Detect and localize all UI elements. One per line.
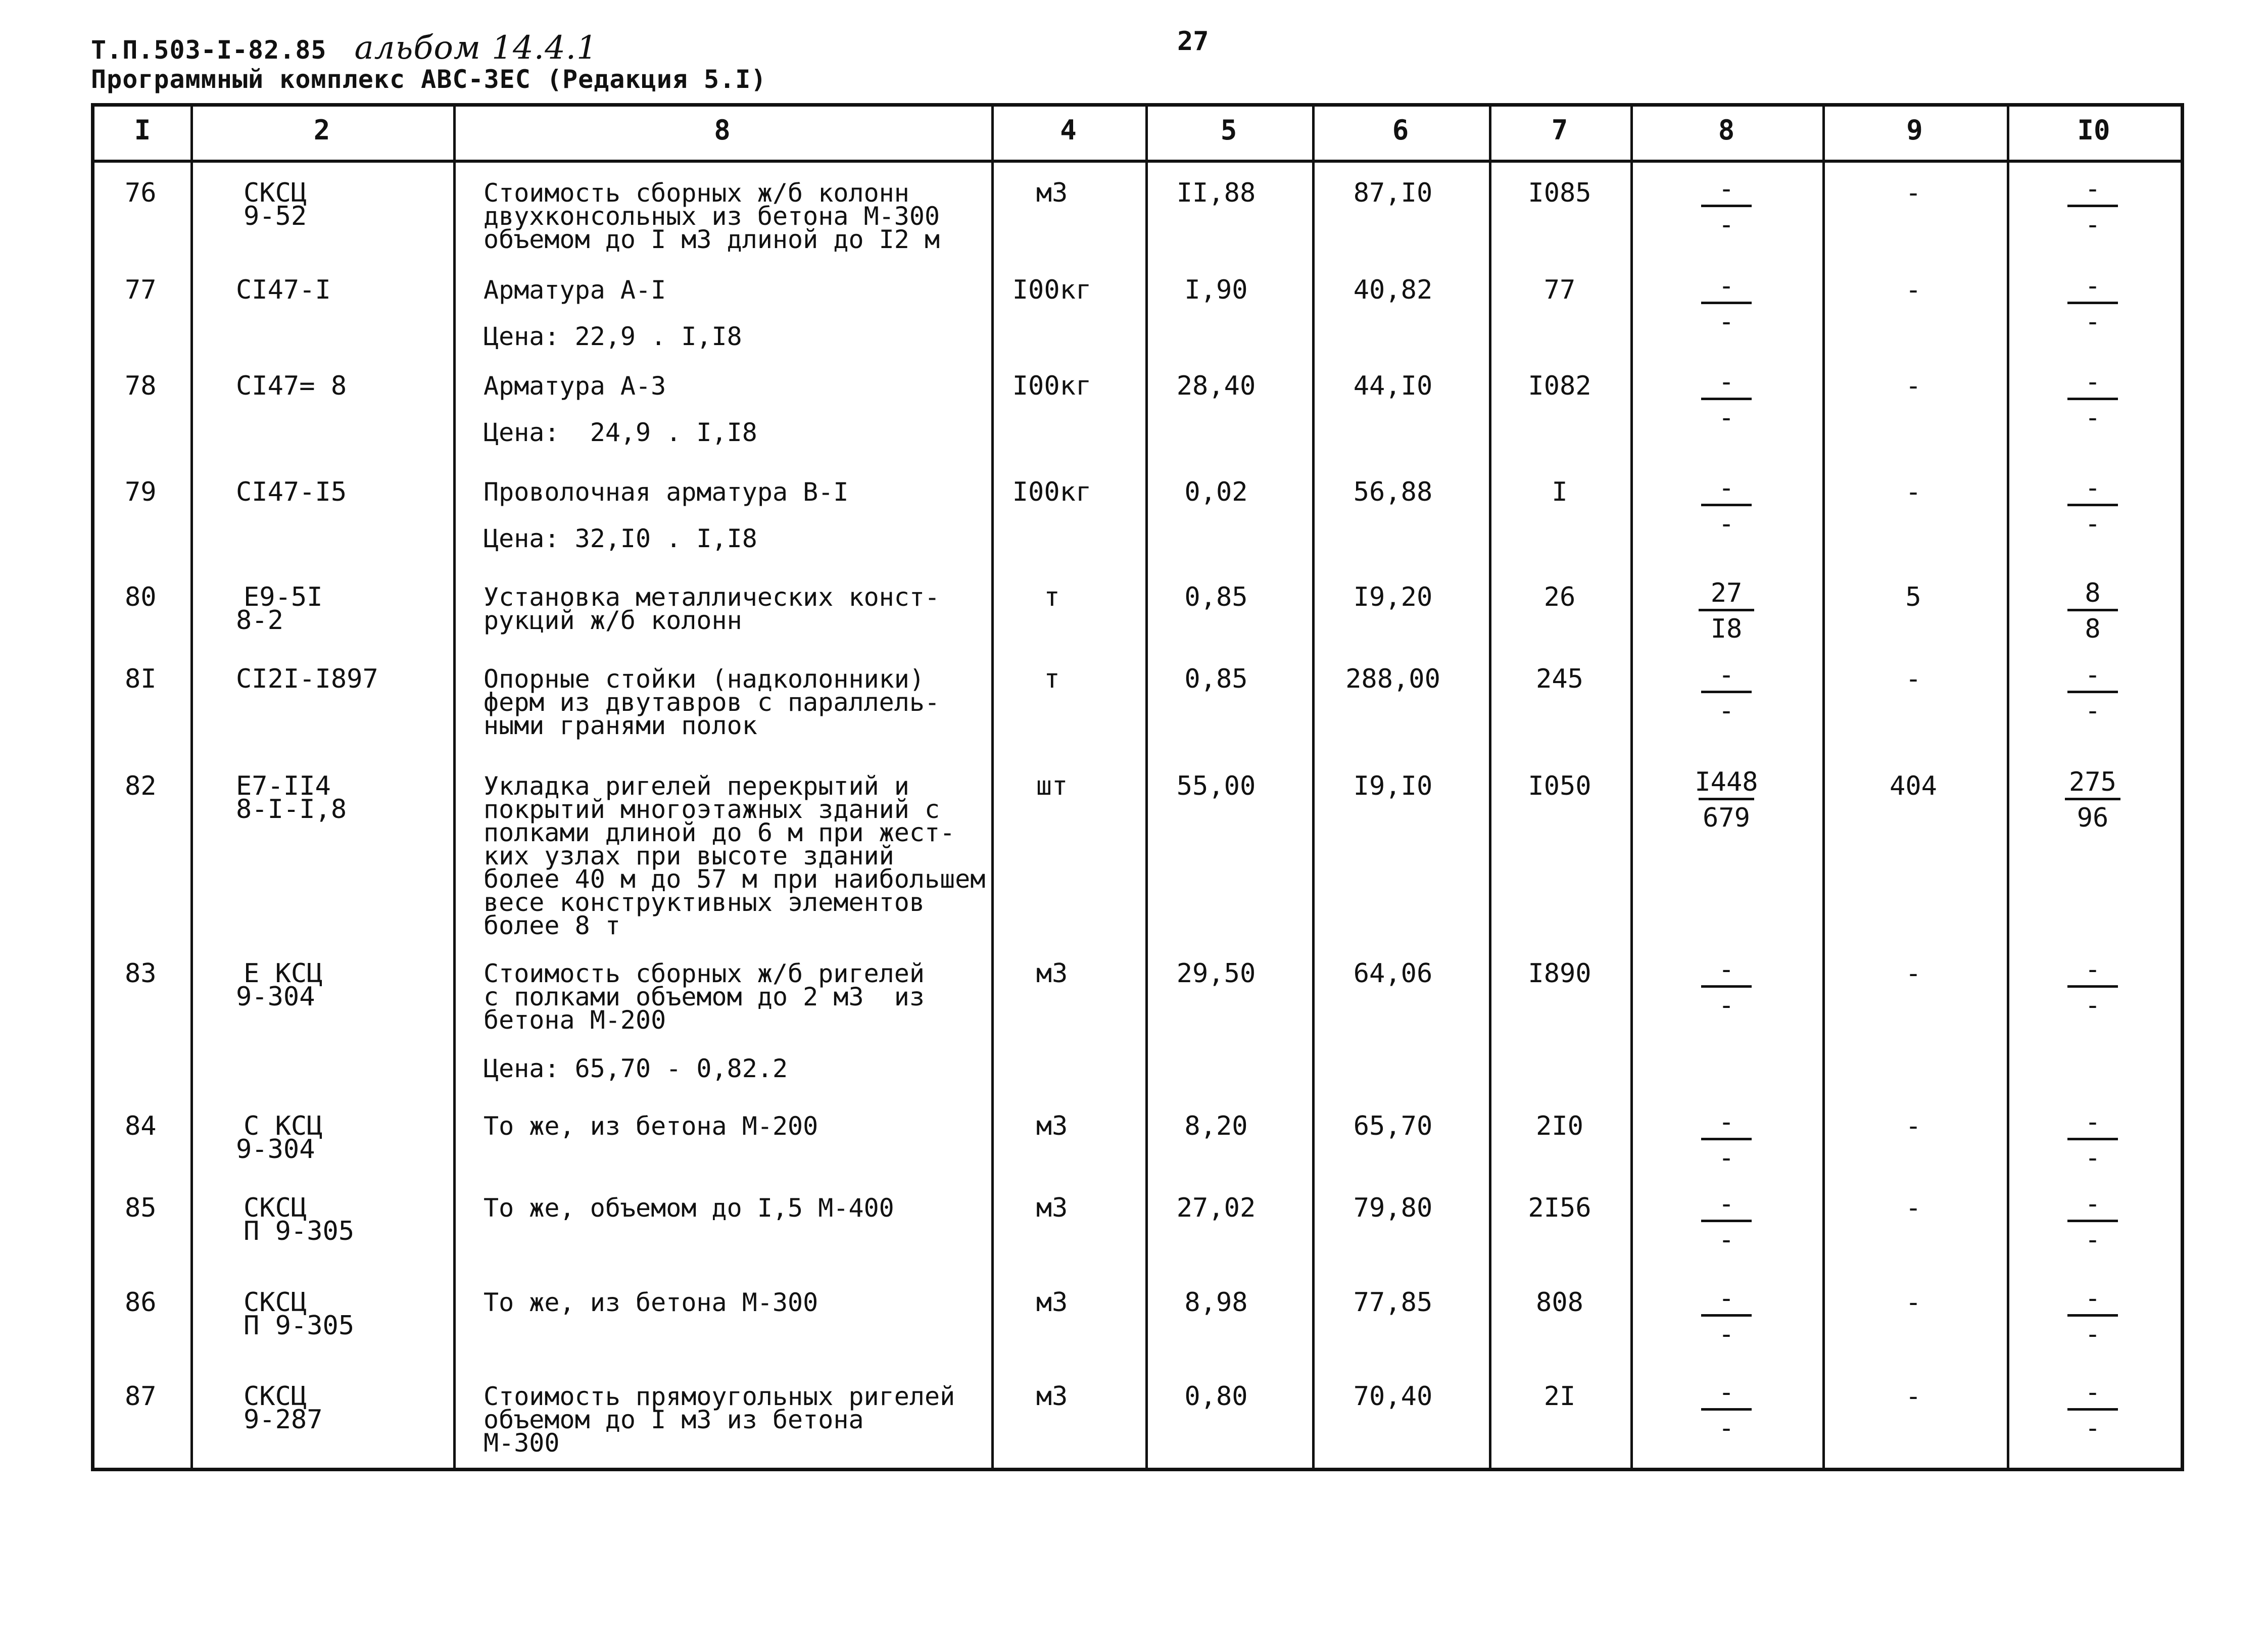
unit: м3 (1036, 1287, 1068, 1318)
work-description: Арматура А-I (484, 275, 666, 305)
total-cost: 2I (1543, 1381, 1576, 1412)
work-description: двухконсольных из бетона М-300 (484, 202, 940, 231)
col8-value-numerator: - (1718, 473, 1734, 503)
col9-value: - (1905, 1111, 1921, 1141)
work-description: весе конструктивных элементов (484, 888, 925, 917)
col8-value (1676, 769, 1777, 831)
col10-value-fraction-bar (2067, 1408, 2118, 1411)
col8-value-numerator: - (1718, 367, 1734, 397)
quantity: 0,02 (1184, 477, 1248, 507)
norm-code: 9-52 (244, 201, 307, 231)
unit: м3 (1036, 1193, 1068, 1223)
row-number: 87 (125, 1381, 157, 1412)
total-cost: 808 (1536, 1287, 1583, 1318)
table-row (94, 1107, 2181, 1173)
col10-value-denominator: - (2085, 1225, 2101, 1255)
row-number: 79 (125, 477, 157, 507)
total-cost: I050 (1528, 771, 1591, 801)
col9-value: - (1905, 958, 1921, 989)
col10-value (2042, 1189, 2143, 1255)
unit: м3 (1036, 958, 1068, 989)
norm-code: 9-304 (236, 982, 315, 1012)
total-cost: 77 (1543, 275, 1576, 305)
work-description: То же, из бетона М-300 (484, 1288, 818, 1317)
unit: т (1044, 582, 1060, 612)
col10-value-fraction-bar (2067, 1220, 2118, 1222)
table-row (94, 660, 2181, 740)
estimate-table (91, 103, 2184, 1471)
col8-value-numerator: - (1718, 1107, 1734, 1137)
work-description: ферм из двутавров с параллель- (484, 688, 940, 717)
total-cost: 2I0 (1536, 1111, 1583, 1141)
col10-value-fraction-bar (2067, 205, 2118, 207)
col8-value-fraction-bar (1701, 302, 1752, 304)
album-handwritten-note: альбом 14.4.1 (354, 29, 598, 67)
norm-code: 9-304 (236, 1134, 315, 1165)
quantity: 28,40 (1176, 371, 1256, 401)
col8-value (1676, 1109, 1777, 1171)
column-divider (2007, 107, 2009, 1468)
col8-value (1676, 1283, 1777, 1349)
col8-value-fraction-bar (1699, 609, 1754, 611)
col10-value-denominator: - (2085, 990, 2101, 1021)
quantity: 8,98 (1184, 1287, 1248, 1318)
col8-value-fraction-bar (1699, 798, 1754, 800)
col8-value (1676, 367, 1777, 433)
work-description: Стоимость сборных ж/б колонн (484, 178, 909, 208)
column-header-9: 9 (1906, 114, 1923, 146)
norm-code: CI47-I (236, 275, 331, 305)
work-description: Стоимость прямоугольных ригелей (484, 1382, 955, 1411)
col10-value-numerator: - (2085, 473, 2101, 503)
col8-value (1676, 174, 1777, 240)
norm-code: СКСЦ (244, 1287, 307, 1318)
col10-value (2042, 271, 2143, 337)
col10-value (2042, 1109, 2143, 1171)
unit-cost: 77,85 (1353, 1287, 1433, 1318)
col10-value-denominator: - (2085, 403, 2101, 433)
column-header-10: I0 (2077, 114, 2110, 146)
total-cost: 26 (1543, 582, 1576, 612)
col8-value-denominator: - (1718, 1225, 1734, 1255)
col8-value-numerator: - (1718, 954, 1734, 985)
column-divider (991, 107, 994, 1468)
col8-value-numerator: I448 (1695, 767, 1758, 797)
column-divider (453, 107, 456, 1468)
norm-code: E9-5I (244, 582, 323, 612)
table-row (94, 473, 2181, 553)
col10-value-fraction-bar (2067, 1138, 2118, 1140)
work-description: То же, из бетона М-200 (484, 1112, 818, 1141)
col10-value-fraction-bar (2067, 985, 2118, 988)
row-number: 84 (125, 1111, 157, 1141)
unit: м3 (1036, 178, 1068, 208)
col10-value-denominator: - (2085, 210, 2101, 240)
price-note: Цена: 24,9 . I,I8 (484, 418, 757, 447)
col8-value-denominator: - (1718, 1143, 1734, 1173)
row-number: 86 (125, 1287, 157, 1318)
col10-value (2042, 660, 2143, 726)
col8-value-denominator: - (1718, 210, 1734, 240)
work-description: рукций ж/б колонн (484, 606, 742, 635)
work-description: полками длиной до 6 м при жест- (484, 818, 955, 847)
col8-value-fraction-bar (1701, 504, 1752, 506)
unit-cost: I9,I0 (1353, 771, 1433, 801)
work-description: с полками объемом до 2 м3 из (484, 982, 925, 1011)
work-description: М-300 (484, 1428, 560, 1458)
total-cost: 2I56 (1528, 1193, 1591, 1223)
col8-value-numerator: - (1718, 1189, 1734, 1219)
norm-code: СКСЦ (244, 178, 307, 208)
page-number: 27 (1177, 26, 1209, 57)
unit: I00кг (1012, 275, 1092, 305)
quantity: 0,80 (1184, 1381, 1248, 1412)
col10-value-numerator: - (2085, 271, 2101, 301)
col10-value (2042, 367, 2143, 433)
software-caption: Программный комплекс АВС-ЗЕС (Редакция 5.I) (91, 65, 767, 94)
col10-value-fraction-bar (2067, 609, 2118, 611)
unit-cost: 87,I0 (1353, 178, 1433, 208)
norm-code: 8-I-I,8 (236, 794, 347, 825)
col8-value-denominator: - (1718, 696, 1734, 726)
column-divider (1145, 107, 1148, 1468)
quantity: 0,85 (1184, 664, 1248, 694)
unit: шт (1036, 771, 1068, 801)
quantity: II,88 (1176, 178, 1256, 208)
norm-code: E7-II4 (236, 771, 331, 801)
quantity: 29,50 (1176, 958, 1256, 989)
col10-value-denominator: - (2085, 509, 2101, 539)
norm-code: П 9-305 (244, 1216, 355, 1246)
norm-code: С КСЦ (244, 1111, 323, 1141)
col8-value-denominator: - (1718, 509, 1734, 539)
col10-value-numerator: - (2085, 1107, 2101, 1137)
col9-value: - (1905, 664, 1921, 694)
col8-value-fraction-bar (1701, 1138, 1752, 1140)
col10-value-numerator: - (2085, 954, 2101, 985)
unit-cost: 70,40 (1353, 1381, 1433, 1412)
col10-value (2042, 578, 2143, 644)
col8-value-fraction-bar (1701, 1314, 1752, 1317)
col8-value (1676, 1189, 1777, 1255)
work-description: Арматура А-3 (484, 371, 666, 401)
table-row (94, 767, 2181, 940)
column-header-7: 7 (1551, 114, 1568, 146)
total-cost: I082 (1528, 371, 1591, 401)
unit-cost: 44,I0 (1353, 371, 1433, 401)
quantity: I,90 (1184, 275, 1248, 305)
column-header-5: 5 (1220, 114, 1237, 146)
col8-value-denominator: - (1718, 1413, 1734, 1443)
unit-cost: 56,88 (1353, 477, 1433, 507)
quantity: 0,85 (1184, 582, 1248, 612)
col8-value (1676, 954, 1777, 1021)
col8-value-fraction-bar (1701, 205, 1752, 207)
col10-value-numerator: 8 (2085, 578, 2101, 608)
column-header-4: 4 (1060, 114, 1077, 146)
col9-value: - (1905, 1381, 1921, 1412)
work-description: Установка металлических конст- (484, 583, 940, 612)
row-number: 82 (125, 771, 157, 801)
col9-value: - (1905, 178, 1921, 208)
table-row (94, 1283, 2181, 1349)
column-header-8: 8 (1718, 114, 1735, 146)
col10-value-numerator: - (2085, 660, 2101, 690)
quantity: 27,02 (1176, 1193, 1256, 1223)
col8-value-denominator: - (1718, 1319, 1734, 1349)
col8-value-denominator: - (1718, 403, 1734, 433)
col10-value-denominator: - (2085, 1413, 2101, 1443)
col8-value (1676, 660, 1777, 726)
unit: м3 (1036, 1381, 1068, 1412)
col10-value-fraction-bar (2067, 504, 2118, 506)
col10-value-fraction-bar (2067, 691, 2118, 693)
col8-value-fraction-bar (1701, 985, 1752, 988)
row-number: 77 (125, 275, 157, 305)
column-divider (1312, 107, 1315, 1468)
work-description: ными гранями полок (484, 711, 757, 740)
col8-value-denominator: I8 (1710, 614, 1743, 644)
norm-code: CI47= 8 (236, 371, 347, 401)
col8-value-numerator: - (1718, 1377, 1734, 1408)
col8-value-numerator: - (1718, 271, 1734, 301)
col10-value (2042, 1283, 2143, 1349)
col8-value-fraction-bar (1701, 691, 1752, 693)
table-row (94, 578, 2181, 644)
header-divider (94, 160, 2181, 163)
column-divider (1489, 107, 1491, 1468)
price-note: Цена: 22,9 . I,I8 (484, 322, 742, 351)
norm-code: CI47-I5 (236, 477, 347, 507)
price-note: Цена: 65,70 - 0,82.2 (484, 1054, 788, 1083)
col10-value-denominator: - (2085, 307, 2101, 337)
work-description: Опорные стойки (надколонники) (484, 664, 925, 694)
unit-cost: 64,06 (1353, 958, 1433, 989)
col8-value-fraction-bar (1701, 398, 1752, 400)
col10-value (2042, 1377, 2143, 1443)
work-description: Стоимость сборных ж/б ригелей (484, 959, 925, 988)
table-row (94, 1377, 2181, 1458)
quantity: 55,00 (1176, 771, 1256, 801)
col8-value-fraction-bar (1701, 1408, 1752, 1411)
col10-value-denominator: - (2085, 1143, 2101, 1173)
unit: м3 (1036, 1111, 1068, 1141)
total-cost: I085 (1528, 178, 1591, 208)
row-number: 8I (125, 664, 157, 694)
row-number: 83 (125, 958, 157, 989)
col10-value-fraction-bar (2067, 398, 2118, 400)
col8-value-denominator: - (1718, 990, 1734, 1021)
work-description: объемом до I м3 длиной до I2 м (484, 225, 940, 254)
col10-value-denominator: - (2085, 696, 2101, 726)
col10-value-denominator: - (2085, 1319, 2101, 1349)
work-description: более 8 т (484, 911, 620, 940)
col8-value-numerator: 27 (1710, 578, 1743, 608)
column-header-6: 6 (1392, 114, 1409, 146)
column-divider (190, 107, 193, 1468)
norm-code: E КСЦ (244, 958, 323, 989)
column-header-3: 8 (714, 114, 731, 146)
total-cost: I (1552, 477, 1568, 507)
col8-value-denominator: 679 (1703, 803, 1750, 833)
quantity: 8,20 (1184, 1111, 1248, 1141)
norm-code: 8-2 (236, 605, 283, 636)
unit-cost: 288,00 (1345, 664, 1440, 694)
unit: I00кг (1012, 371, 1092, 401)
col10-value-fraction-bar (2065, 798, 2120, 800)
col8-value (1676, 475, 1777, 537)
column-divider (1630, 107, 1633, 1468)
norm-code: П 9-305 (244, 1311, 355, 1341)
col10-value (2042, 475, 2143, 537)
work-description: Проволочная арматура В-I (484, 477, 849, 507)
document-code (91, 29, 598, 67)
col10-value (2042, 954, 2143, 1021)
col9-value: 5 (1905, 582, 1921, 612)
table-row (94, 367, 2181, 447)
column-divider (1822, 107, 1825, 1468)
row-number: 85 (125, 1193, 157, 1223)
col9-value: 404 (1890, 771, 1937, 801)
work-description: бетона М-200 (484, 1005, 666, 1035)
col10-value-numerator: - (2085, 174, 2101, 204)
table-row (94, 954, 2181, 1083)
row-number: 78 (125, 371, 157, 401)
unit-cost: 40,82 (1353, 275, 1433, 305)
col10-value-fraction-bar (2067, 302, 2118, 304)
col8-value (1676, 1377, 1777, 1443)
col10-value-numerator: - (2085, 1189, 2101, 1219)
col9-value: - (1905, 371, 1921, 401)
unit-cost: 65,70 (1353, 1111, 1433, 1141)
column-header-1: I (134, 114, 151, 146)
norm-code: СКСЦ (244, 1381, 307, 1412)
col8-value-denominator: - (1718, 307, 1734, 337)
col8-value-numerator: - (1718, 660, 1734, 690)
col8-value (1676, 578, 1777, 644)
work-description: более 40 м до 57 м при наибольшем (484, 864, 986, 894)
col10-value-denominator: 8 (2085, 614, 2101, 644)
col9-value: - (1905, 275, 1921, 305)
col8-value (1676, 271, 1777, 337)
norm-code: 9-287 (244, 1405, 323, 1435)
unit-cost: 79,80 (1353, 1193, 1433, 1223)
work-description: ких узлах при высоте зданий (484, 841, 894, 871)
unit: т (1044, 664, 1060, 694)
total-cost: 245 (1536, 664, 1583, 694)
col9-value: - (1905, 1193, 1921, 1223)
unit-cost: I9,20 (1353, 582, 1433, 612)
table-row (94, 1189, 2181, 1255)
row-number: 76 (125, 178, 157, 208)
work-description: покрытий многоэтажных зданий с (484, 795, 940, 824)
row-number: 80 (125, 582, 157, 612)
col10-value-numerator: - (2085, 1377, 2101, 1408)
work-description: То же, объемом до I,5 М-400 (484, 1193, 894, 1223)
col9-value: - (1905, 1287, 1921, 1318)
col10-value-numerator: 275 (2069, 767, 2116, 797)
document-code-text: Т.П.503-I-82.85 (91, 35, 327, 65)
unit: I00кг (1012, 477, 1092, 507)
col10-value-fraction-bar (2067, 1314, 2118, 1317)
col10-value-denominator: 96 (2077, 803, 2109, 833)
col10-value-numerator: - (2085, 367, 2101, 397)
total-cost: I890 (1528, 958, 1591, 989)
norm-code: СКСЦ (244, 1193, 307, 1223)
work-description: Укладка ригелей перекрытий и (484, 771, 909, 801)
table-row (94, 174, 2181, 254)
price-note: Цена: 32,I0 . I,I8 (484, 524, 757, 553)
work-description: объемом до I м3 из бетона (484, 1405, 864, 1434)
col8-value-fraction-bar (1701, 1220, 1752, 1222)
table-row (94, 271, 2181, 351)
norm-code: CI2I-I897 (236, 664, 378, 694)
col9-value: - (1905, 477, 1921, 507)
col8-value-numerator: - (1718, 1283, 1734, 1314)
col10-value (2042, 769, 2143, 831)
col10-value-numerator: - (2085, 1283, 2101, 1314)
col10-value (2042, 174, 2143, 240)
col8-value-numerator: - (1718, 174, 1734, 204)
column-header-2: 2 (313, 114, 330, 146)
